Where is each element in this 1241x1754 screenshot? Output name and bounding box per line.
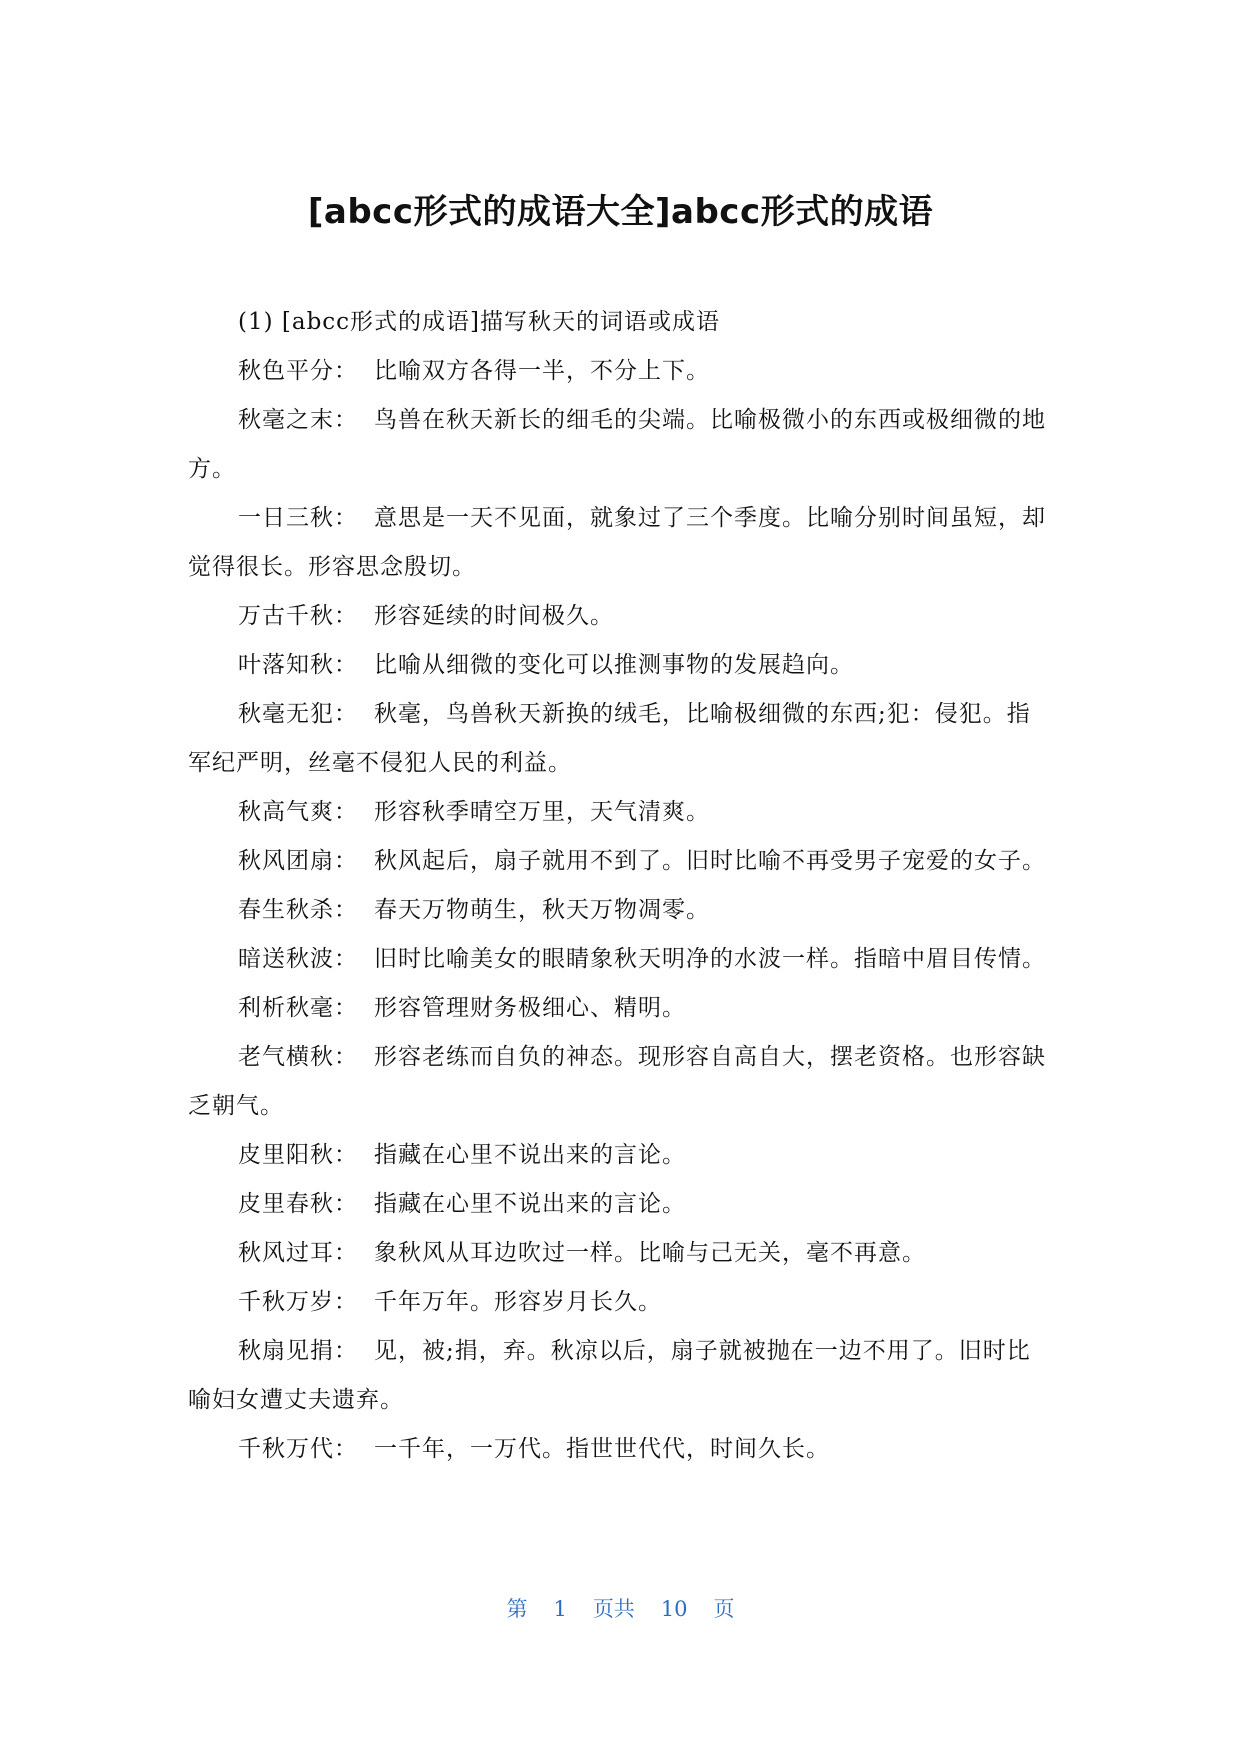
- idiom-entry: [188, 1180, 1054, 1229]
- idiom-entry: [188, 347, 1054, 396]
- idiom-term: 秋风过耳：: [238, 1240, 358, 1266]
- idiom-term: 皮里春秋：: [238, 1191, 358, 1217]
- idiom-entry: [188, 592, 1054, 641]
- idiom-term: 秋扇见捐：: [238, 1338, 358, 1364]
- footer-mid: 页共: [592, 1597, 635, 1621]
- idiom-term: 秋毫之末：: [238, 407, 358, 433]
- idiom-entry: [188, 837, 1054, 886]
- idiom-entry: [188, 641, 1054, 690]
- idiom-entry: [188, 690, 1054, 788]
- total-pages: 10: [660, 1597, 688, 1621]
- idiom-term: 秋高气爽：: [238, 799, 358, 825]
- page-number: 1: [553, 1597, 567, 1621]
- idiom-term: 春生秋杀：: [238, 897, 358, 923]
- idiom-term: 万古千秋：: [238, 603, 358, 629]
- idiom-term: 千秋万岁：: [238, 1289, 358, 1315]
- page-footer: [0, 1594, 1241, 1624]
- idiom-definition: 形容管理财务极细心、精明。: [374, 995, 686, 1021]
- idiom-term: 千秋万代：: [238, 1436, 358, 1462]
- idiom-entry: [188, 1327, 1054, 1425]
- idiom-entry: [188, 1278, 1054, 1327]
- idiom-entry: [188, 494, 1054, 592]
- idiom-entry: [188, 1131, 1054, 1180]
- idiom-entry: [188, 1033, 1054, 1131]
- idiom-term: 秋毫无犯：: [238, 701, 358, 727]
- idiom-definition: 指藏在心里不说出来的言论。: [374, 1142, 686, 1168]
- idiom-definition: 春天万物萌生，秋天万物凋零。: [374, 897, 710, 923]
- idiom-entry: [188, 984, 1054, 1033]
- idiom-definition: 比喻双方各得一半，不分上下。: [374, 358, 710, 384]
- section-heading: (1) [abcc形式的成语]描写秋天的词语或成语: [238, 309, 721, 335]
- document-title: [abcc形式的成语大全]abcc形式的成语: [307, 192, 934, 232]
- idiom-definition: 指藏在心里不说出来的言论。: [374, 1191, 686, 1217]
- idiom-definition: 象秋风从耳边吹过一样。比喻与己无关，毫不再意。: [374, 1240, 926, 1266]
- idiom-term: 一日三秋：: [238, 505, 358, 531]
- idiom-entry: [188, 886, 1054, 935]
- idiom-term: 皮里阳秋：: [238, 1142, 358, 1168]
- footer-suffix: 页: [713, 1597, 735, 1621]
- idiom-definition: 形容老练而自负的神态。现形容自高自大，摆老资格。也形容缺乏朝气。: [188, 1044, 1046, 1119]
- idiom-entry: [188, 396, 1054, 494]
- idiom-term: 秋色平分：: [238, 358, 358, 384]
- idiom-definition: 比喻从细微的变化可以推测事物的发展趋向。: [374, 652, 854, 678]
- idiom-entry: [188, 1229, 1054, 1278]
- idiom-term: 老气横秋：: [238, 1044, 358, 1070]
- idiom-definition: 形容延续的时间极久。: [374, 603, 614, 629]
- idiom-term: 秋风团扇：: [238, 848, 358, 874]
- idiom-definition: 鸟兽在秋天新长的细毛的尖端。比喻极微小的东西或极细微的地方。: [188, 407, 1046, 482]
- idiom-definition: 千年万年。形容岁月长久。: [374, 1289, 662, 1315]
- idiom-definition: 形容秋季晴空万里，天气清爽。: [374, 799, 710, 825]
- idiom-entry: [188, 788, 1054, 837]
- idiom-definition: 见，被;捐，弃。秋凉以后，扇子就被抛在一边不用了。旧时比喻妇女遭丈夫遗弃。: [188, 1338, 1031, 1413]
- idiom-definition: 意思是一天不见面，就象过了三个季度。比喻分别时间虽短，却觉得很长。形容思念殷切。: [188, 505, 1046, 580]
- idiom-term: 利析秋毫：: [238, 995, 358, 1021]
- idiom-definition: 旧时比喻美女的眼睛象秋天明净的水波一样。指暗中眉目传情。: [374, 946, 1046, 972]
- idiom-entry: [188, 1425, 1054, 1474]
- idiom-term: 暗送秋波：: [238, 946, 358, 972]
- document-body: [188, 298, 1054, 1474]
- idiom-definition: 一千年，一万代。指世世代代，时间久长。: [374, 1436, 830, 1462]
- idiom-term: 叶落知秋：: [238, 652, 358, 678]
- footer-prefix: 第: [506, 1597, 528, 1621]
- idiom-entry: [188, 935, 1054, 984]
- idiom-definition: 秋毫，鸟兽秋天新换的绒毛，比喻极细微的东西;犯：侵犯。指军纪严明，丝毫不侵犯人民的利益。: [188, 701, 1031, 776]
- idiom-definition: 秋风起后，扇子就用不到了。旧时比喻不再受男子宠爱的女子。: [374, 848, 1046, 874]
